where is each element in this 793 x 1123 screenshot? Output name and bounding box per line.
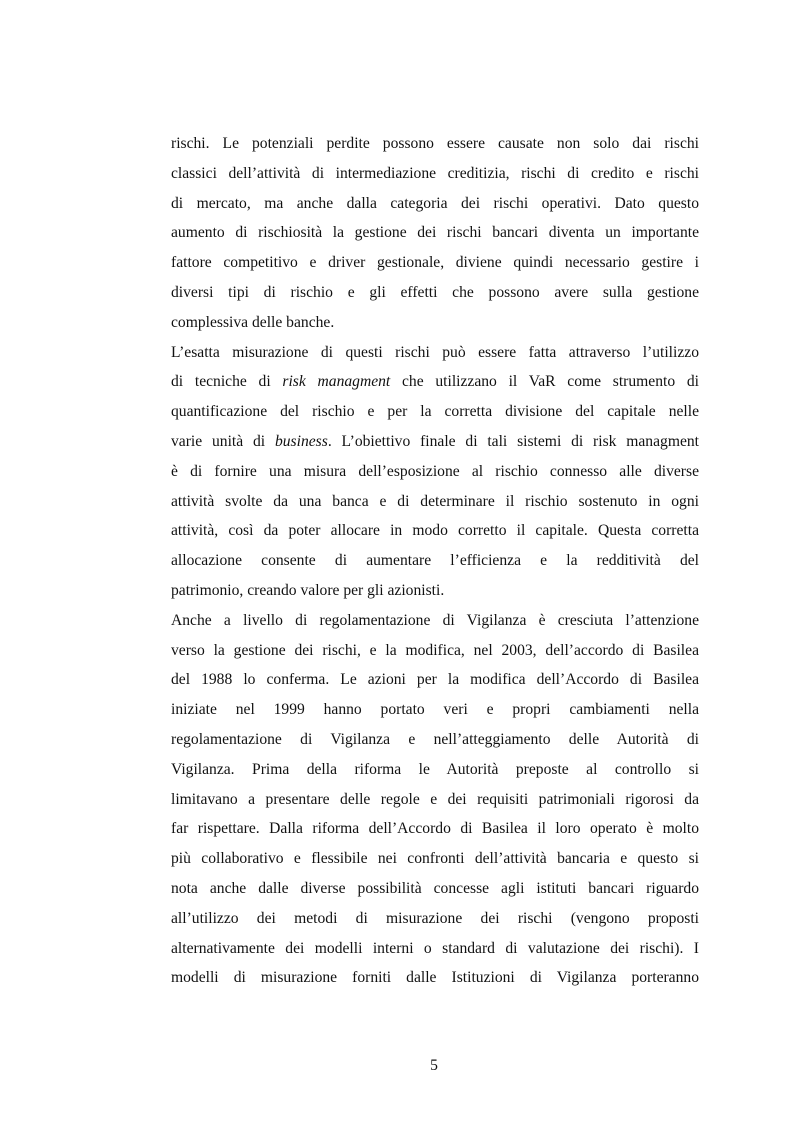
text-run: del 1988 lo conferma. Le azioni per la modifica dell’Accordo di Basilea <box>171 671 699 689</box>
text-line <box>171 874 699 904</box>
text-run: quantificazione del rischio e per la corretta divisione del capitale nelle <box>171 403 699 421</box>
italic-term: risk managment <box>282 373 391 391</box>
page-number: 5 <box>430 1057 438 1074</box>
text-line <box>171 934 699 964</box>
text-run: di mercato, ma anche dalla categoria dei rischi operativi. Dato questo <box>171 194 699 212</box>
text-line <box>171 636 699 666</box>
text-line <box>171 814 699 844</box>
text-run: fattore competitivo e driver gestionale, diviene quindi necessario gestire i <box>171 254 699 272</box>
paragraph <box>171 606 699 993</box>
text-run: L’esatta misurazione di questi rischi può essere fatta attraverso l’utilizzo <box>171 343 699 361</box>
text-line <box>171 606 699 636</box>
paragraph <box>171 338 699 606</box>
text-line <box>171 665 699 695</box>
text-run: più collaborativo e flessibile nei confronti dell’attività bancaria e questo si <box>171 850 699 868</box>
body-text <box>171 129 699 993</box>
text-line <box>171 308 699 338</box>
text-run: classici dell’attività di intermediazione creditizia, rischi di credito e rischi <box>171 164 699 182</box>
text-line <box>171 248 699 278</box>
text-line <box>171 755 699 785</box>
text-line <box>171 576 699 606</box>
text-run: Anche a livello di regolamentazione di Vigilanza è cresciuta l’attenzione <box>171 611 699 629</box>
text-line <box>171 278 699 308</box>
text-run: complessiva delle banche. <box>171 313 335 331</box>
text-line <box>171 457 699 487</box>
text-run: all’utilizzo dei metodi di misurazione dei rischi (vengono proposti <box>171 909 699 927</box>
text-line <box>171 725 699 755</box>
text-run: modelli di misurazione forniti dalle Istituzioni di Vigilanza porteranno <box>171 969 699 987</box>
text-line <box>171 904 699 934</box>
text-line <box>171 397 699 427</box>
text-run: iniziate nel 1999 hanno portato veri e propri cambiamenti nella <box>171 701 699 719</box>
text-run: Vigilanza. Prima della riforma le Autorità preposte al controllo si <box>171 760 699 778</box>
text-run: diversi tipi di rischio e gli effetti che possono avere sulla gestione <box>171 283 699 301</box>
paragraph <box>171 129 699 338</box>
text-line <box>171 189 699 219</box>
text-line <box>171 516 699 546</box>
text-run: . L’obiettivo finale di tali sistemi di risk managment <box>327 432 700 450</box>
text-line <box>171 546 699 576</box>
text-run: aumento di rischiosità la gestione dei rischi bancari diventa un importante <box>171 224 699 242</box>
text-line <box>171 159 699 189</box>
text-line <box>171 218 699 248</box>
text-run: di tecniche di <box>171 373 283 391</box>
text-line <box>171 367 699 397</box>
text-run: patrimonio, creando valore per gli azionisti. <box>171 581 445 599</box>
text-run: limitavano a presentare delle regole e dei requisiti patrimoniali rigorosi da <box>171 790 699 808</box>
text-line <box>171 129 699 159</box>
text-run: alternativamente dei modelli interni o standard di valutazione dei rischi). I <box>171 939 699 957</box>
text-run: rischi. Le potenziali perdite possono essere causate non solo dai rischi <box>171 135 699 152</box>
text-run: nota anche dalle diverse possibilità concesse agli istituti bancari riguardo <box>171 879 699 897</box>
text-line <box>171 487 699 517</box>
text-run: verso la gestione dei rischi, e la modifica, nel 2003, dell’accordo di Basilea <box>171 641 699 659</box>
text-run: è di fornire una misura dell’esposizione al rischio connesso alle diverse <box>171 462 699 480</box>
italic-term: business <box>274 432 328 450</box>
text-line <box>171 427 699 457</box>
text-run: varie unità di <box>171 432 275 450</box>
text-run: allocazione consente di aumentare l’efficienza e la redditività del <box>171 552 699 570</box>
text-run: che utilizzano il VaR come strumento di <box>390 373 699 391</box>
text-run: far rispettare. Dalla riforma dell’Accordo di Basilea il loro operato è molto <box>171 820 699 838</box>
text-line <box>171 785 699 815</box>
text-run: attività svolte da una banca e di determinare il rischio sostenuto in ogni <box>171 492 699 510</box>
text-line <box>171 963 699 993</box>
text-line <box>171 338 699 368</box>
text-line <box>171 695 699 725</box>
text-line <box>171 844 699 874</box>
text-run: regolamentazione di Vigilanza e nell’atteggiamento delle Autorità di <box>171 730 699 748</box>
text-run: attività, così da poter allocare in modo corretto il capitale. Questa corretta <box>171 522 699 540</box>
